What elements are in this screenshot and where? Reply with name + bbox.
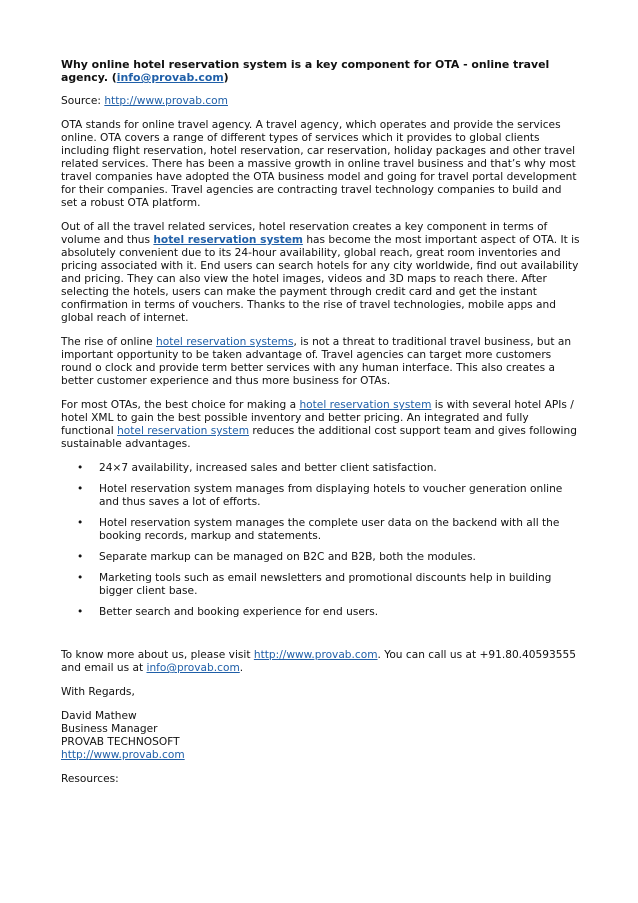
contact-before: To know more about us, please visit [61,649,254,661]
contact-email-link[interactable]: info@provab.com [146,662,240,674]
title-email-link[interactable]: info@provab.com [116,71,224,84]
hotel-reservation-system-link-3[interactable]: hotel reservation system [117,425,250,437]
resources-heading: Resources: [61,773,119,785]
signature-role: Business Manager [61,723,158,735]
bullet-icon: • [77,606,84,618]
list-item [61,517,581,543]
hotel-reservation-systems-link[interactable]: hotel reservation systems [156,336,294,348]
document-page [61,58,581,797]
list-item-text: Separate markup can be managed on B2C and B2B, both the modules. [99,551,476,563]
signature-website-link[interactable]: http://www.provab.com [61,749,185,761]
signature-block [61,710,581,762]
list-item [61,551,581,564]
p3-before: The rise of online [61,336,157,348]
paragraph-rise-online [61,336,581,388]
bullet-icon: • [77,483,84,495]
source-link[interactable]: http://www.provab.com [104,95,228,107]
p4-after: reduces the additional cost support team and gives following sustainable advantages. [61,425,577,450]
contact-after: . [239,662,244,674]
title-text: Why online hotel reservation system is a key component for OTA - online travel agency. ( [61,58,550,84]
bullet-icon: • [77,551,84,563]
p3-after: , is not a threat to traditional travel business, but an important opportunity to be taken advantage of. Travel agencies can target more customers round o clock and provide term better services with any human interface. This also creates a better customer experience and thus more business for OTAs. [61,336,572,387]
list-item-text: Hotel reservation system manages from displaying hotels to voucher generation online and thus saves a lot of efforts. [99,483,563,508]
regards-line: With Regards, [61,686,135,698]
signature-company: PROVAB TECHNOSOFT [61,736,180,748]
bullet-icon: • [77,517,84,529]
list-item-text: Hotel reservation system manages the complete user data on the backend with all the booking records, markup and statements. [99,517,560,542]
title-close: ) [223,71,229,84]
p2-before: Out of all the travel related services, hotel reservation creates a key component in terms of volume and thus [61,221,548,246]
p4-before: For most OTAs, the best choice for making a [61,399,300,411]
p2-after: has become the most important aspect of OTA. It is absolutely convenient due to its 24-hour availability, global reach, great room inventories and pricing associated with it. End users can search hotels for any city worldwide, find out availability and pricing. They can also view the hotel images, videos and 3D maps to reach there. After selecting the hotels, users can make the payment through credit card and get the instant confirmation in terms of vouchers. Thanks to the rise of travel technologies, mobile apps and global reach of internet. [61,234,580,324]
list-item [61,572,581,598]
bullet-icon: • [77,462,84,474]
advantages-list [61,462,581,619]
signature-name: David Mathew [61,710,137,722]
list-item-text: Better search and booking experience for end users. [99,606,379,618]
document-title [61,58,581,84]
contact-middle: . You can call us at +91.80.40593555 and email us at [61,649,576,674]
hotel-reservation-system-link-2[interactable]: hotel reservation system [299,399,432,411]
p4-middle: is with several hotel APIs / hotel XML to gain the best possible inventory and better pricing. An integrated and fully functional [61,399,574,437]
list-item [61,462,581,475]
list-item [61,606,581,619]
contact-paragraph [61,649,581,675]
list-item-text: Marketing tools such as email newsletters and promotional discounts help in building bigger client base. [99,572,552,597]
list-item-text: 24×7 availability, increased sales and better client satisfaction. [99,462,437,474]
bullet-icon: • [77,572,84,584]
hotel-reservation-system-link[interactable]: hotel reservation system [153,234,303,246]
source-label: Source: [61,95,105,107]
paragraph-best-choice [61,399,581,451]
paragraph-hotel-reservation [61,221,581,325]
contact-website-link[interactable]: http://www.provab.com [253,649,378,661]
paragraph-ota: OTA stands for online travel agency. A travel agency, which operates and provide the services online. OTA covers a range of different types of services which it provides to global clients including flight reservation, hotel reservation, car reservation, holiday packages and other travel related services. There has been a massive growth in online travel business and that’s why most travel companies have adopted the OTA business model and going for travel portal development for their companies. Travel agencies are contracting travel technology companies to build and set a robust OTA platform. [61,119,577,209]
source-line [61,95,581,108]
list-item [61,483,581,509]
